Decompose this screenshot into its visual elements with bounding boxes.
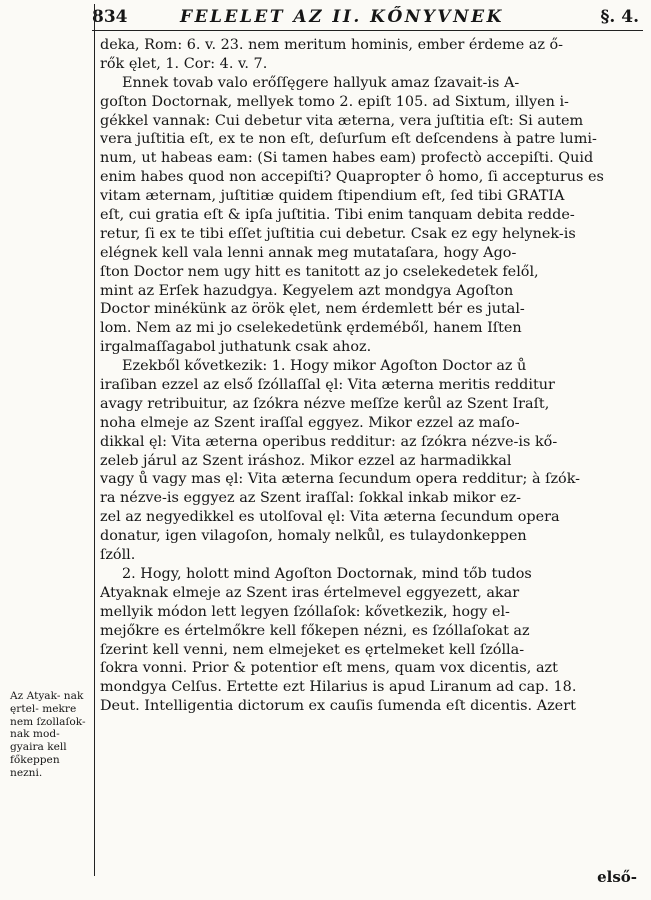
section-mark: §. 4. (600, 7, 639, 27)
text-line: Atyaknak elmeje az Szent iras értelmevel eggyezett, akar (100, 584, 520, 601)
text-line: Ennek tovab valo erőſſęgere hallyuk amaz ſzavait-is A- (122, 74, 520, 91)
text-line: eſt, cui gratia eſt & ipſa juſtitia. Tibi enim tanquam debita redde- (100, 207, 575, 224)
text-line: Doctor minékünk az örök ęlet, nem érdemlett bér es jutal- (100, 301, 525, 318)
text-line: vitam æternam, juſtitiæ quidem ſtipendium eſt, ſed tibi GRATIA (100, 188, 565, 205)
text-line: ſokra vonni. Prior & potentior eſt mens, quam vox dicentis, azt (100, 660, 558, 677)
text-line: vera juſtitia eſt, ex te non eſt, deſurſum eſt deſcendens à patre lumi- (100, 131, 597, 148)
text-line: ſzóll. (100, 547, 136, 564)
text-line: mejőkre es értelmőkre kell főkepen nézni, es ſzóllaſokat az (100, 622, 530, 639)
text-line: deka, Rom: 6. v. 23. nem meritum hominis, ember érdeme az ő- (100, 37, 564, 53)
page-number: 834 (92, 7, 128, 27)
text-line: donatur, igen vilagoſon, homaly nelkůl, es tulaydonkeppen (100, 528, 527, 545)
running-header (92, 4, 643, 31)
text-line: mondgya Celſus. Ertette ezt Hilarius is apud Liranum ad cap. 18. (100, 679, 577, 696)
catchword: első- (597, 868, 637, 886)
text-line: irgalmaſſagabol juthatunk csak ahoz. (100, 339, 372, 356)
text-line: ſzerint kell venni, nem elmejeket es ęrtelmeket kell ſzólla- (100, 641, 525, 658)
text-line: Ezekből kővetkezik: 1. Hogy mikor Agoſton Doctor az ů (122, 358, 527, 375)
text-line: rők ęlet, 1. Cor: 4. v. 7. (100, 55, 268, 72)
text-line: lom. Nem az mi jo cselekedetünk ęrdeméből, hanem Iſten (100, 320, 522, 337)
text-line: ra nézve-is eggyez az Szent iraſſal: ſokkal inkab mikor ez- (100, 490, 522, 507)
running-title: FELELET AZ II. KŐNYVNEK (180, 7, 504, 27)
text-line: gékkel vannak: Cui debetur vita æterna, vera juſtitia eſt: Si autem (100, 112, 584, 129)
text-line: mint az Erſek hazudgya. Kegyelem azt mondgya Agoſton (100, 282, 514, 299)
text-line: goſton Doctornak, mellyek tomo 2. epiſt 105. ad Sixtum, illyen i- (100, 93, 569, 110)
text-line: retur, ſi ex te tibi eſſet juſtitia cui debetur. Csak ez egy helynek-is (100, 225, 576, 242)
main-text (100, 36, 644, 716)
text-line: dikkal ęl: Vita æterna operibus redditur: az ſzókra nézve-is kő- (100, 433, 558, 450)
text-line: zel az negyedikkel es utolſoval ęl: Vita æterna ſecundum opera (100, 509, 560, 526)
text-line: elégnek kell vala lenni annak meg mutataſara, hogy Ago- (100, 244, 517, 261)
text-line: zeleb járul az Szent iráshoz. Mikor ezzel az harmadikkal (100, 452, 512, 469)
text-line: 2. Hogy, holott mind Agoſton Doctornak, mind tőb tudos (122, 565, 532, 582)
text-line: num, ut habeas eam: (Si tamen habes eam) profectò accepiſti. Quid (100, 150, 594, 167)
text-line: enim habes quod non accepiſti? Quapropter ô homo, ſi accepturus es (100, 169, 604, 186)
text-line: vagy ů vagy mas ęl: Vita æterna ſecundum opera redditur; à ſzók- (100, 471, 581, 488)
text-line: Deut. Intelligentia dictorum ex cauſis ſumenda eſt dicentis. Azert (100, 698, 576, 715)
margin-rule (94, 4, 95, 876)
text-line: avagy retribuitur, az ſzókra nézve meſſze kerůl az Szent Iraſt, (100, 395, 550, 412)
text-line: iraſiban ezzel az első ſzóllaſſal ęl: Vita æterna meritis redditur (100, 377, 555, 394)
margin-note: Az Atyak- nak ęrtel- mekre nem ſzollaſok- nak mod- gyaira kell főkeppen nezni. (10, 690, 86, 779)
text-line: mellyik módon lett legyen ſzóllaſok: kővetkezik, hogy el- (100, 603, 510, 620)
text-line: ſton Doctor nem ugy hitt es tanitott az jo cselekedetek felől, (100, 263, 539, 280)
text-line: noha elmeje az Szent iraſſal eggyez. Mikor ezzel az maſo- (100, 414, 520, 431)
